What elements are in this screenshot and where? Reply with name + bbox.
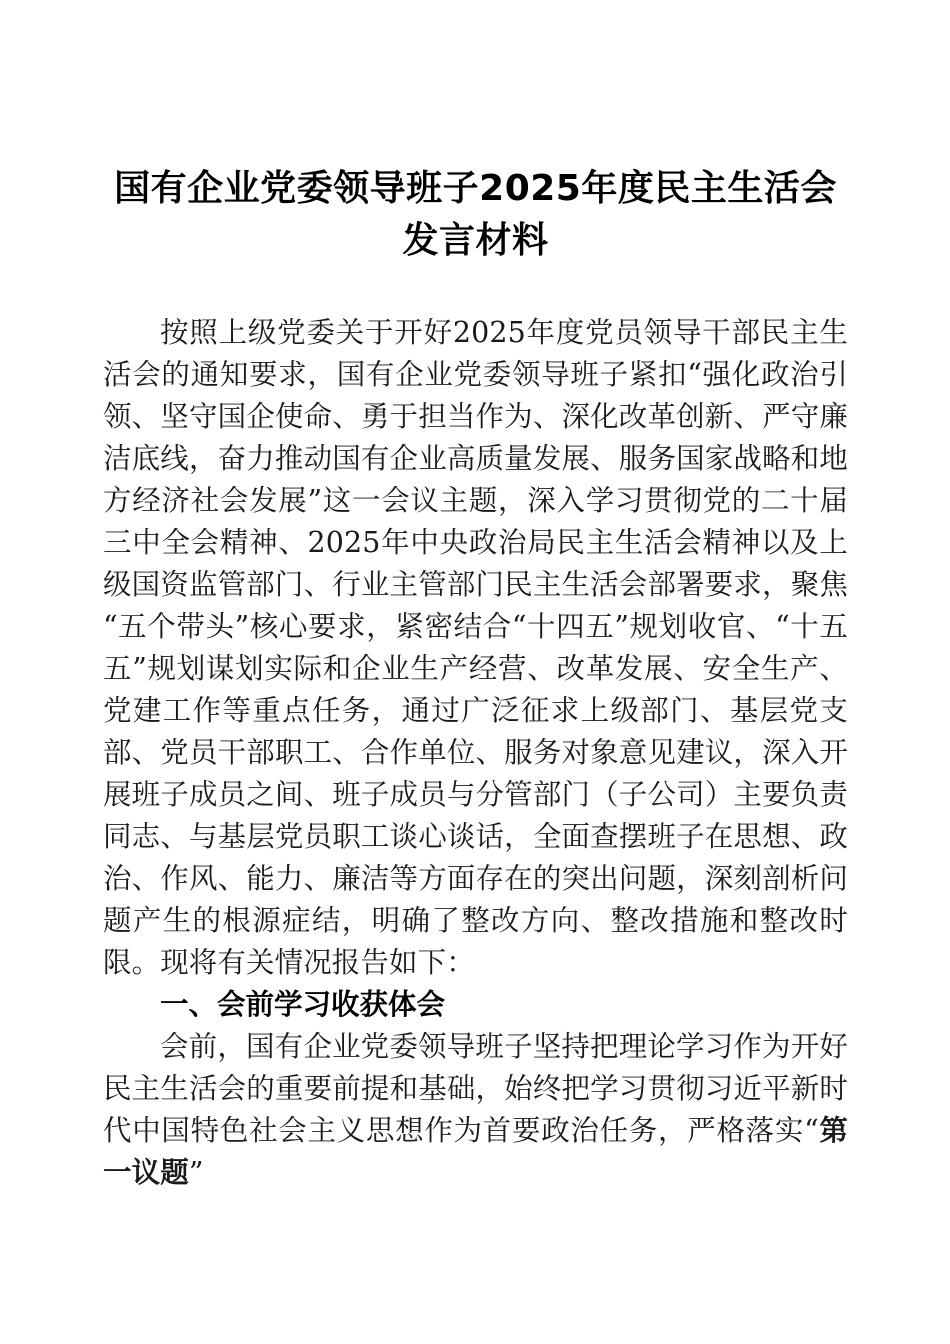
section-heading-1: 一、会前学习收获体会 [160, 988, 446, 1021]
intro-paragraph: 按照上级党委关于开好2025年度党员领导干部民主生活会的通知要求，国有企业党委领导班子紧扣“强化政治引领、坚守国企使命、勇于担当作为、深化改革创新、严守廉洁底线，奋力推动国有企业高质量发展、服务国家战略和地方经济社会发展”这一会议主题，深入学习贯彻党的二十届三中全会精神、2025年中央政治局民主生活会精神以及上级国资监管部门、行业主管部门民主生活会部署要求，聚焦“五个带头”核心要求，紧密结合“十四五”规划收官、“十五五”规划谋划实际和企业生产经营、改革发展、安全生产、党建工作等重点任务，通过广泛征求上级部门、基层党支部、党员干部职工、合作单位、服务对象意见建议，深入开展班子成员之间、班子成员与分管部门（子公司）主要负责同志、与基层党员职工谈心谈话，全面查摆班子在思想、政治、作风、能力、廉洁等方面存在的突出问题，深刻剖析问题产生的根源症结，明确了整改方向、整改措施和整改时限。现将有关情况报告如下： [103, 316, 848, 979]
document-content-column [103, 0, 848, 1194]
section-1-paragraph-1: 会前，国有企业党委领导班子坚持把理论学习作为开好民主生活会的重要前提和基础，始终把学习贯彻习近平新时代中国特色社会主义思想作为首要政治任务，严格落实“第一议题” [103, 1030, 848, 1189]
document-title: 国有企业党委领导班子2025年度民主生活会发言材料 [114, 168, 837, 261]
emphasis-run-1: 第一议题 [103, 1114, 848, 1189]
